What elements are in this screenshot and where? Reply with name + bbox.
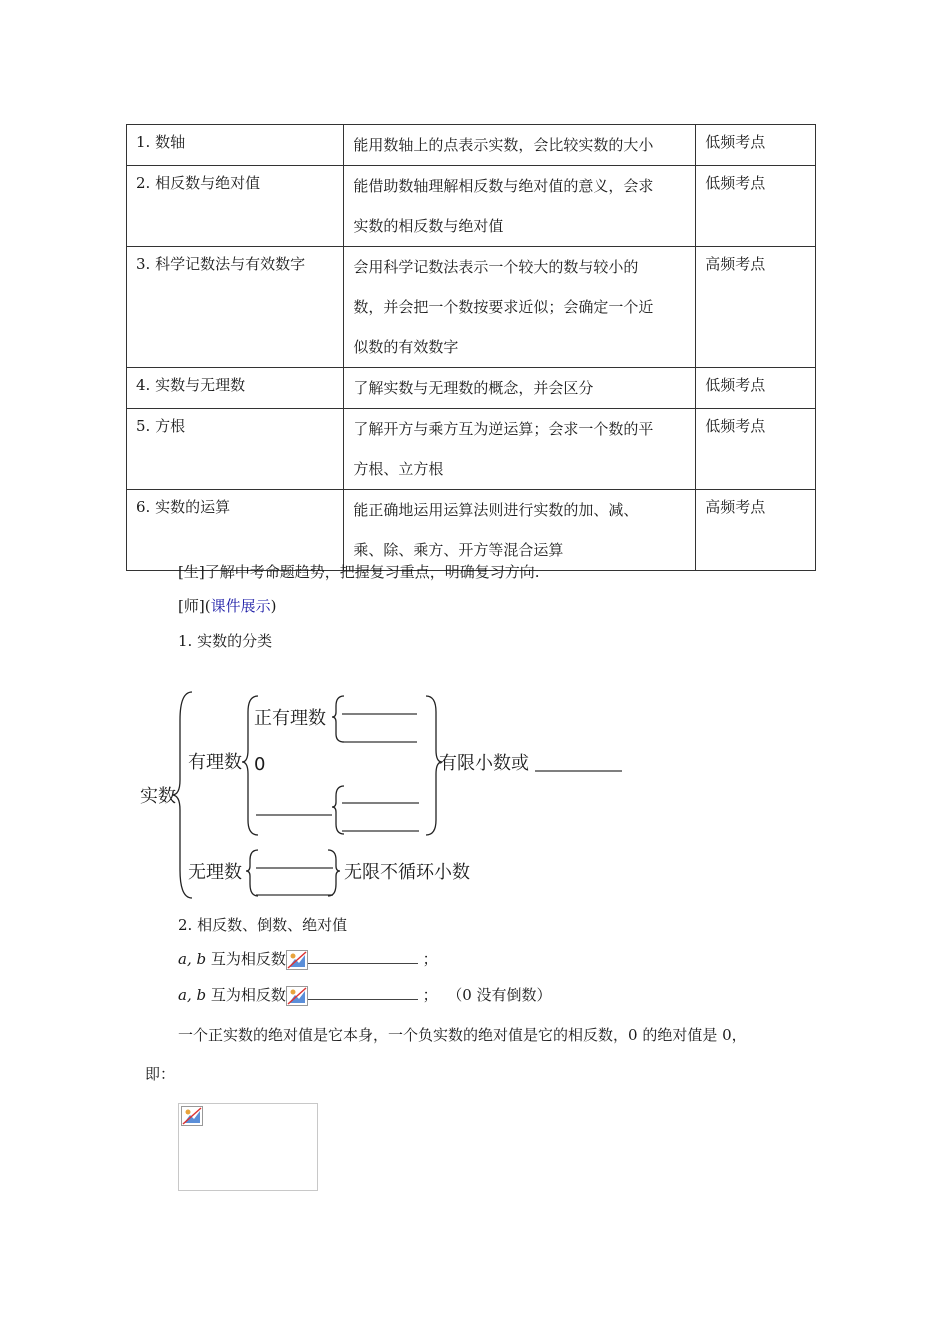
topic-cell: 4. 实数与无理数 (127, 368, 344, 409)
real-number-classification-diagram (130, 680, 650, 910)
positive-rational-brace (332, 696, 344, 742)
description-cell (344, 125, 696, 166)
description-cell (344, 409, 696, 490)
description-line: 实数的相反数与绝对值 (353, 217, 504, 235)
description-line: 了解开方与乘方互为逆运算；会求一个数的平 (353, 420, 654, 438)
student-line: [生]了解中考命题趋势，把握复习重点，明确复习方向. (178, 563, 540, 581)
courseware-link[interactable]: 课件展示 (210, 597, 271, 615)
positive-rational-label: 正有理数 (254, 708, 326, 729)
description-line: 能正确地运用运算法则进行实数的加、减、 (353, 501, 639, 519)
opposite-line-1 (178, 948, 438, 970)
frequency-cell: 高频考点 (696, 490, 816, 571)
frequency-cell: 低频考点 (696, 125, 816, 166)
reciprocal-note: （0 没有倒数） (447, 986, 552, 1004)
section-2-heading: 2. 相反数、倒数、绝对值 (178, 916, 348, 934)
line-text: 互为相反数 (210, 950, 286, 968)
teacher-prefix: [师]( (178, 597, 211, 615)
description-line: 数，并会把一个数按要求近似；会确定一个近 (353, 298, 654, 316)
formula-image-placeholder (178, 1103, 318, 1191)
frequency-cell: 低频考点 (696, 409, 816, 490)
description-line: 方根、立方根 (353, 460, 444, 478)
irrational-label: 无理数 (188, 862, 242, 883)
abs-value-text-cont: 即： (145, 1065, 176, 1083)
line-end: ； (422, 950, 438, 968)
description-line: 似数的有效数字 (353, 338, 459, 356)
abs-value-text: 一个正实数的绝对值是它本身，一个负实数的绝对值是它的相反数，0 的绝对值是 0， (178, 1026, 747, 1044)
topic-cell: 3. 科学记数法与有效数字 (127, 247, 344, 368)
broken-image-icon (286, 986, 308, 1006)
description-line: 了解实数与无理数的概念，并会区分 (353, 379, 594, 397)
teacher-line (178, 595, 276, 617)
line-end: ； (422, 986, 438, 1004)
infinite-note: 无限不循环小数 (344, 862, 470, 883)
broken-image-icon (181, 1106, 203, 1126)
finite-note: 有限小数或 (439, 753, 529, 774)
negative-rational-brace (332, 786, 344, 834)
description-line: 会用科学记数法表示一个较大的数与较小的 (353, 258, 639, 276)
description-cell (344, 247, 696, 368)
topic-cell: 5. 方根 (127, 409, 344, 490)
vars-ab: a, b (178, 950, 207, 968)
description-cell (344, 368, 696, 409)
table-row (127, 409, 816, 490)
frequency-cell: 高频考点 (696, 247, 816, 368)
table-row (127, 490, 816, 571)
frequency-cell: 低频考点 (696, 368, 816, 409)
topic-cell: 6. 实数的运算 (127, 490, 344, 571)
zero-label: 0 (254, 754, 266, 775)
description-cell (344, 490, 696, 571)
section-1-heading: 1. 实数的分类 (178, 632, 273, 650)
irrational-brace (246, 850, 258, 896)
vars-ab: a, b (178, 986, 207, 1004)
description-line: 能借助数轴理解相反数与绝对值的意义，会求 (353, 177, 654, 195)
root-label: 实数 (140, 786, 176, 807)
table-row (127, 247, 816, 368)
frequency-cell: 低频考点 (696, 166, 816, 247)
description-line: 乘、除、乘方、开方等混合运算 (353, 541, 564, 559)
opposite-line-2 (178, 984, 552, 1006)
answer-blank[interactable] (308, 963, 418, 964)
table-row (127, 368, 816, 409)
topic-cell: 1. 数轴 (127, 125, 344, 166)
description-cell (344, 166, 696, 247)
description-line: 能用数轴上的点表示实数，会比较实数的大小 (353, 136, 654, 154)
broken-image-icon (286, 950, 308, 970)
topic-cell: 2. 相反数与绝对值 (127, 166, 344, 247)
exam-topics-table (126, 124, 816, 571)
table-row (127, 166, 816, 247)
line-text: 互为相反数 (210, 986, 286, 1004)
teacher-suffix: ) (270, 597, 277, 615)
table-row (127, 125, 816, 166)
rational-label: 有理数 (188, 752, 242, 773)
answer-blank[interactable] (308, 999, 418, 1000)
irrational-closing-brace (328, 850, 340, 896)
